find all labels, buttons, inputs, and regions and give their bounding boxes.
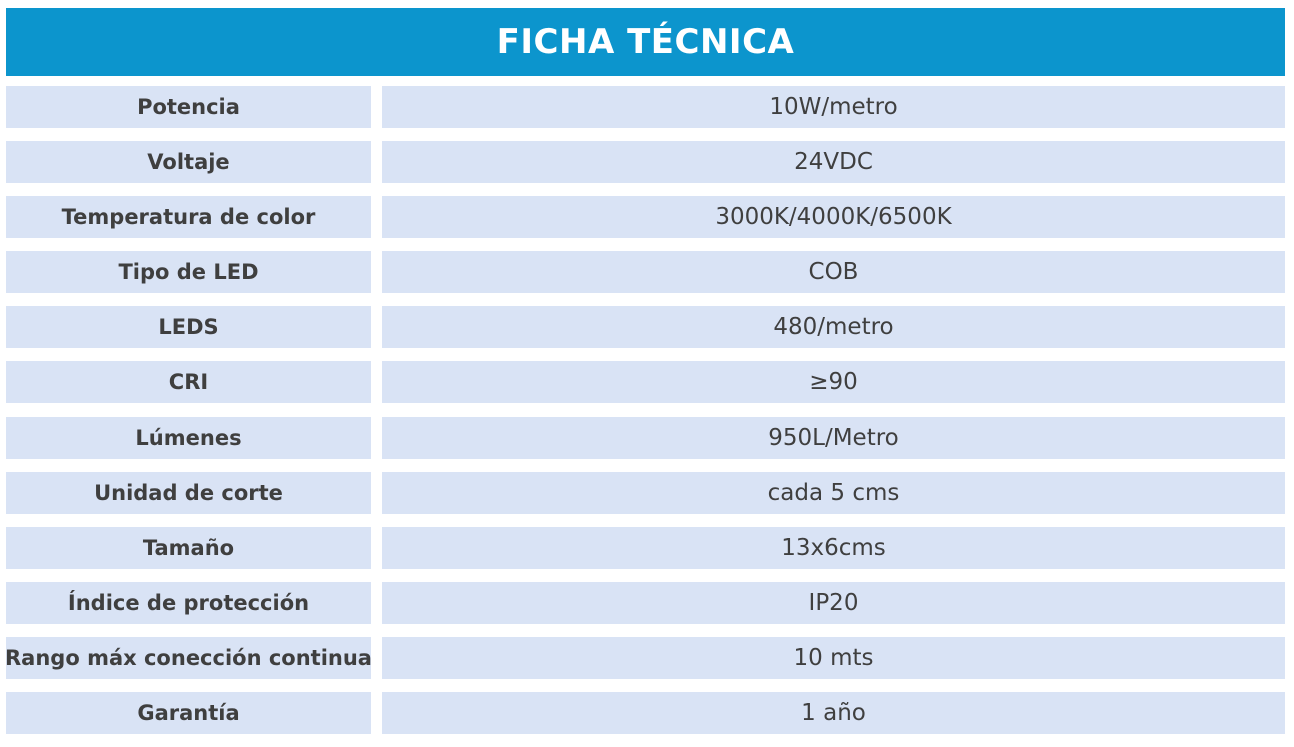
spec-value: cada 5 cms xyxy=(382,472,1285,514)
spec-label: Lúmenes xyxy=(6,417,371,459)
spec-row-leds xyxy=(6,306,1285,348)
spec-value: 950L/Metro xyxy=(382,417,1285,459)
spec-value: ≥90 xyxy=(382,361,1285,403)
spec-value: 1 año xyxy=(382,692,1285,734)
spec-label: LEDS xyxy=(6,306,371,348)
spec-row-voltaje xyxy=(6,141,1285,183)
spec-label: Tipo de LED xyxy=(6,251,371,293)
spec-row-indice-proteccion xyxy=(6,582,1285,624)
spec-label: Voltaje xyxy=(6,141,371,183)
spec-row-unidad-corte xyxy=(6,472,1285,514)
spec-label: Tamaño xyxy=(6,527,371,569)
spec-label: Unidad de corte xyxy=(6,472,371,514)
spec-value: 10W/metro xyxy=(382,86,1285,128)
sheet-title: FICHA TÉCNICA xyxy=(496,22,795,62)
spec-value: 10 mts xyxy=(382,637,1285,679)
spec-row-temperatura xyxy=(6,196,1285,238)
title-bar xyxy=(6,8,1285,76)
spec-sheet xyxy=(6,8,1285,747)
spec-value: 480/metro xyxy=(382,306,1285,348)
spec-value: 13x6cms xyxy=(382,527,1285,569)
spec-label: CRI xyxy=(6,361,371,403)
spec-table xyxy=(6,86,1285,734)
spec-row-lumenes xyxy=(6,417,1285,459)
spec-label: Temperatura de color xyxy=(6,196,371,238)
spec-row-rango-max xyxy=(6,637,1285,679)
spec-value: 24VDC xyxy=(382,141,1285,183)
spec-value: IP20 xyxy=(382,582,1285,624)
spec-value: COB xyxy=(382,251,1285,293)
spec-value: 3000K/4000K/6500K xyxy=(382,196,1285,238)
spec-row-potencia xyxy=(6,86,1285,128)
spec-label: Garantía xyxy=(6,692,371,734)
spec-label: Rango máx conección continua xyxy=(6,637,371,679)
spec-row-tamano xyxy=(6,527,1285,569)
spec-row-tipo-led xyxy=(6,251,1285,293)
spec-label: Índice de protección xyxy=(6,582,371,624)
spec-row-garantia xyxy=(6,692,1285,734)
spec-row-cri xyxy=(6,361,1285,403)
spec-label: Potencia xyxy=(6,86,371,128)
